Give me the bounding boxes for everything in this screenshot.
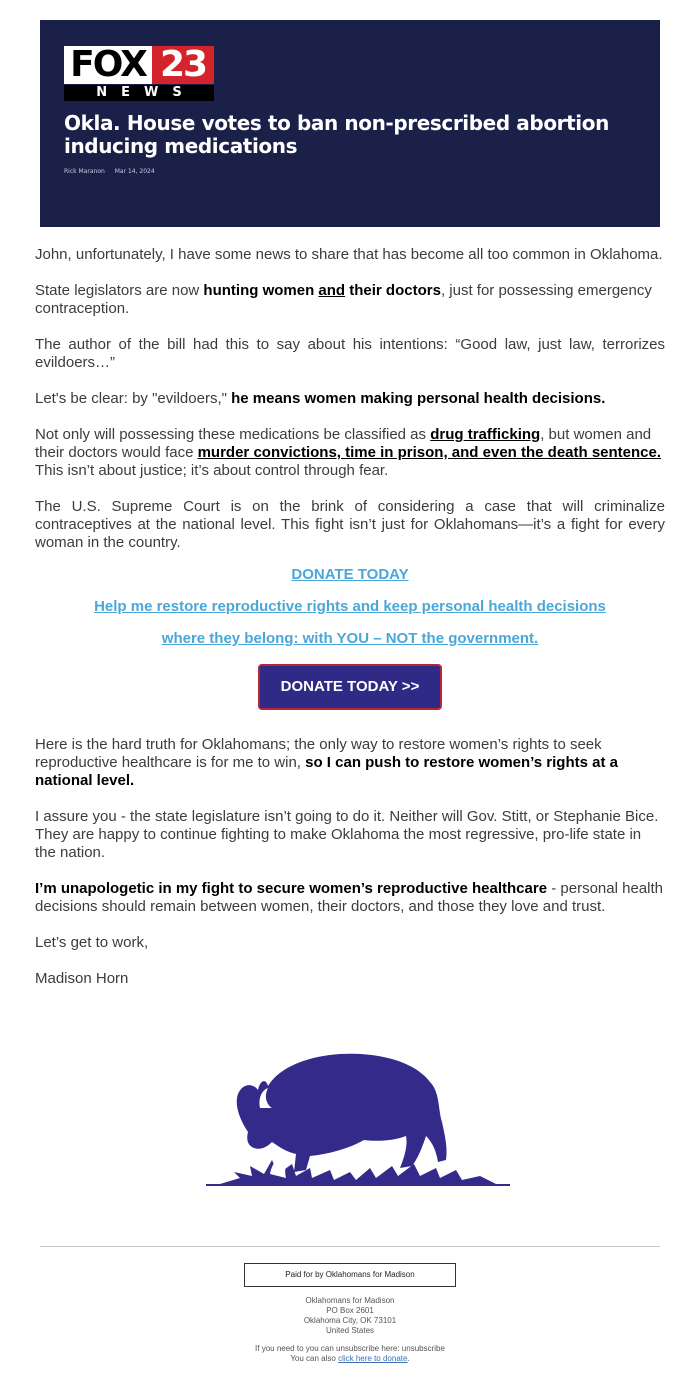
donate-links [35,566,665,648]
logo-number-text: 23 [152,46,214,84]
paragraph-author-quote: The author of the bill had this to say about his intentions: “Good law, just law, terrorizes evildoers…” [35,336,665,371]
text: You can also [290,1354,339,1363]
paragraph-evildoers [35,390,665,408]
footer-org: Oklahomans for Madison [305,1296,395,1305]
restore-rights-link[interactable]: Help me restore reproductive rights and keep personal health decisions [94,598,606,615]
bold-text: their doctors [345,282,441,299]
footer-divider [40,1246,660,1247]
footer-country: United States [325,1326,375,1335]
logo-news-text: NEWS [64,85,214,101]
paragraph-penalties [35,426,665,480]
bold-text: I’m unapologetic in my fight to secure women’s reproductive healthcare [35,880,548,897]
text: , but women and their doctors would face [35,426,652,461]
text: Not only will possessing these medications be classified as [35,426,431,443]
unsubscribe-text[interactable]: If you need to you can unsubscribe here: unsubscribe [255,1344,445,1353]
bold-text: he means women making personal health decisions. [231,390,606,407]
bold-underline-text: and [318,282,346,299]
donate-footer-line [0,1354,700,1364]
text: Here is the hard truth for Oklahomans; the only way to restore women’s rights to seek reproductive healthcare is for me to win, [35,736,602,771]
paragraph-intro: John, unfortunately, I have some news to share that has become all too common in Oklahoma. [35,246,663,263]
donate-today-link[interactable]: DONATE TODAY [291,566,409,583]
where-they-belong-link[interactable]: where they belong: with YOU – NOT the government. [161,630,539,647]
logo-fox-text: FOX [64,46,152,84]
bold-underline-text: murder convictions, time in prison, and even the death sentence. [197,444,662,461]
paragraph-supreme-court: The U.S. Supreme Court is on the brink of considering a case that will criminalize contraceptives at the national level. This fight isn’t just for Oklahomans—it’s a fight for every woman in the country. [35,498,665,551]
signature: Madison Horn [35,970,129,987]
bold-text: so I can push to restore women’s rights at a national level. [35,754,618,789]
paragraph-hard-truth [35,736,665,790]
paragraph-unapologetic [35,880,665,916]
footer-unsubscribe [0,1344,700,1364]
text: Let's be clear: by "evildoers," [35,390,232,407]
text: . [407,1354,410,1363]
footer-po-box: PO Box 2601 [326,1306,374,1315]
byline-date: Mar 14, 2024 [114,168,155,175]
byline-author: Rick Maranon [64,168,105,175]
bold-text: hunting women [203,282,319,299]
paragraph-closing: Let’s get to work, [35,934,149,951]
donate-today-button[interactable]: DONATE TODAY >> [258,664,442,710]
news-hero-image [40,20,660,227]
news-headline: Okla. House votes to ban non-prescribed abortion inducing medications [64,111,609,158]
footer-address [0,1296,700,1336]
bold-underline-text: drug trafficking [430,426,541,443]
email-body [35,246,665,1006]
paragraph-legislature: I assure you - the state legislature isn’t going to do it. Neither will Gov. Stitt, or Stephanie Bice. They are happy to continue fighting to make Oklahoma the most regressive, pro-life state in the nation. [35,808,659,861]
text: - personal health decisions should remain between women, their doctors, and those they love and trust. [35,880,663,915]
text: This isn’t about justice; it’s about control through fear. [35,462,389,479]
paid-for-by-box: Paid for by Oklahomans for Madison [244,1263,456,1287]
text: State legislators are now [35,282,204,299]
paragraph-legislators [35,282,665,318]
click-here-to-donate-link[interactable]: click here to donate [338,1354,408,1363]
footer-city: Oklahoma City, OK 73101 [303,1316,397,1325]
text: , just for possessing emergency contraception. [35,282,652,317]
news-byline [64,168,163,175]
fox23-news-logo [64,46,214,102]
bison-logo-icon [200,1050,516,1190]
